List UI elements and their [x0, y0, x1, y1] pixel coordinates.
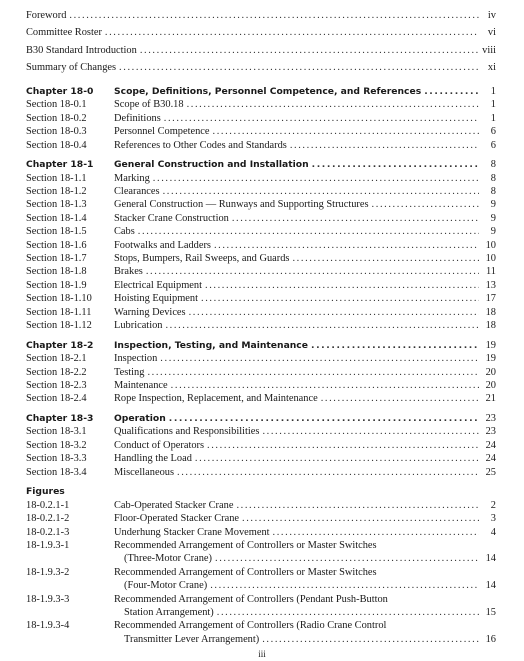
dot-leader: [165, 319, 479, 332]
toc-front-matter-entry[interactable]: [26, 9, 496, 22]
entry-title: Foreword: [26, 9, 67, 21]
dot-leader: [205, 279, 479, 292]
entry-title-wrap: [114, 606, 482, 619]
section-number: Section 18-1.5: [26, 226, 87, 238]
figure-page-number: 14: [485, 580, 496, 592]
entry-page-number: 11: [485, 266, 496, 278]
entry-title-wrap: [114, 526, 482, 539]
entry-title: Lubrication: [114, 319, 163, 331]
entry-title: Scope of B30.18: [114, 99, 184, 111]
dot-leader: [210, 579, 479, 592]
entry-title-wrap: [114, 172, 482, 185]
toc-front-matter-entry[interactable]: [26, 44, 496, 57]
toc-section-entry[interactable]: [26, 198, 496, 211]
entry-page-number: 2: [490, 499, 496, 511]
toc-section-entry[interactable]: [26, 125, 496, 138]
toc-section-entry[interactable]: [26, 185, 496, 198]
entry-title-wrap: [26, 61, 482, 74]
toc-section-entry[interactable]: [26, 265, 496, 278]
chapter-label: Chapter 18-1: [26, 159, 94, 171]
figures-heading: Figures: [26, 486, 65, 498]
entry-title-wrap: [114, 185, 482, 198]
entry-page-number: iv: [487, 9, 496, 21]
entry-title: Handling the Load: [114, 453, 192, 465]
figure-page-number: 14: [485, 553, 496, 565]
entry-title: Cab-Operated Stacker Crane: [114, 499, 234, 511]
entry-title-wrap: [26, 9, 482, 22]
figure-title-line2: (Four-Motor Crane): [124, 580, 208, 592]
chapter-page-number: 8: [490, 159, 496, 171]
dot-leader: [292, 252, 479, 265]
entry-title-wrap: [114, 158, 482, 171]
entry-page-number: 10: [485, 239, 496, 251]
section-number: Section 18-2.4: [26, 393, 87, 405]
section-number: Section 18-0.4: [26, 139, 87, 151]
entry-page-number: 20: [485, 366, 496, 378]
entry-page-number: 6: [490, 126, 496, 138]
dot-leader: [201, 292, 479, 305]
dot-leader: [217, 606, 479, 619]
toc-chapter-entry[interactable]: [26, 158, 496, 171]
entry-title-wrap: [114, 339, 482, 352]
chapter-page-number: 19: [485, 339, 496, 351]
figure-page-number: 15: [485, 606, 496, 618]
dot-leader: [140, 44, 479, 57]
toc-section-entry[interactable]: [26, 252, 496, 265]
entry-page-number: 3: [490, 513, 496, 525]
dot-leader: [214, 239, 479, 252]
dot-leader: [215, 552, 479, 565]
entry-page-number: 24: [485, 439, 496, 451]
toc-section-entry[interactable]: [26, 392, 496, 405]
dot-leader: [311, 339, 479, 352]
figure-title-line1: Recommended Arrangement of Controllers (Radio Crane Control: [114, 620, 387, 632]
figure-number: 18-0.2.1-2: [26, 513, 70, 525]
toc-figure-entry[interactable]: [26, 566, 496, 579]
entry-title: Marking: [114, 172, 150, 184]
section-number: Section 18-2.2: [26, 366, 87, 378]
entry-title: Stacker Crane Construction: [114, 212, 229, 224]
entry-page-number: 20: [485, 379, 496, 391]
dot-leader: [69, 9, 479, 22]
figure-number: 18-1.9.3-2: [26, 566, 70, 578]
entry-page-number: 23: [485, 426, 496, 438]
toc-section-entry[interactable]: [26, 98, 496, 111]
dot-leader: [236, 499, 479, 512]
chapter-page-number: 23: [485, 413, 496, 425]
entry-title-wrap: [114, 292, 482, 305]
entry-page-number: 18: [485, 306, 496, 318]
entry-page-number: 8: [490, 172, 496, 184]
entry-page-number: 18: [485, 319, 496, 331]
entry-title-wrap: [114, 225, 482, 238]
chapter-page-number: 1: [490, 85, 496, 97]
section-number: Section 18-2.1: [26, 353, 87, 365]
entry-title-wrap: [114, 552, 482, 565]
dot-leader: [207, 439, 479, 452]
toc-section-entry[interactable]: [26, 212, 496, 225]
dot-leader: [105, 26, 479, 39]
dot-leader: [171, 379, 479, 392]
entry-title-wrap: [114, 452, 482, 465]
entry-page-number: 17: [485, 293, 496, 305]
toc-section-entry[interactable]: [26, 239, 496, 252]
dot-leader: [169, 412, 479, 425]
entry-page-number: 9: [490, 199, 496, 211]
toc-figure-entry-continued[interactable]: [26, 579, 496, 592]
entry-title: Rope Inspection, Replacement, and Maintenance: [114, 393, 318, 405]
entry-page-number: 4: [490, 526, 496, 538]
section-number: Section 18-3.3: [26, 453, 87, 465]
figure-number: 18-0.2.1-3: [26, 526, 70, 538]
toc-chapter-entry[interactable]: [26, 85, 496, 98]
dot-leader: [177, 466, 479, 479]
toc-figure-entry[interactable]: [26, 512, 496, 525]
entry-page-number: 8: [490, 186, 496, 198]
toc-figure-entry[interactable]: [26, 619, 496, 632]
entry-title: Brakes: [114, 266, 143, 278]
entry-title-wrap: [114, 579, 482, 592]
toc-figure-entry-continued[interactable]: [26, 552, 496, 565]
section-number: Section 18-3.2: [26, 439, 87, 451]
dot-leader: [232, 212, 479, 225]
figure-title-line1: Recommended Arrangement of Controllers or Master Switches: [114, 566, 377, 578]
toc-section-entry[interactable]: [26, 139, 496, 152]
entry-title: Inspection: [114, 353, 158, 365]
entry-title-wrap: [114, 85, 482, 98]
toc-section-entry[interactable]: [26, 225, 496, 238]
section-number: Section 18-1.1: [26, 172, 87, 184]
entry-page-number: 10: [485, 253, 496, 265]
toc-section-entry[interactable]: [26, 279, 496, 292]
toc-section-entry[interactable]: [26, 352, 496, 365]
section-number: Section 18-3.1: [26, 426, 87, 438]
dot-leader: [424, 85, 479, 98]
entry-title: References to Other Codes and Standards: [114, 139, 287, 151]
entry-title-wrap: [114, 252, 482, 265]
section-number: Section 18-0.3: [26, 126, 87, 138]
dot-leader: [195, 452, 479, 465]
entry-page-number: 25: [485, 466, 496, 478]
entry-title: Warning Devices: [114, 306, 186, 318]
entry-title: Conduct of Operators: [114, 439, 205, 451]
dot-leader: [262, 425, 479, 438]
entry-title: Hoisting Equipment: [114, 293, 198, 305]
chapter-title: General Construction and Installation: [114, 159, 309, 171]
entry-title-wrap: [114, 198, 482, 211]
figure-title-line2: Transmitter Lever Arrangement): [124, 633, 260, 645]
toc-section-entry[interactable]: [26, 306, 496, 319]
entry-title-wrap: [114, 112, 482, 125]
section-number: Section 18-2.3: [26, 379, 87, 391]
toc-section-entry[interactable]: [26, 379, 496, 392]
entry-title-wrap: [114, 98, 482, 111]
entry-title: Floor-Operated Stacker Crane: [114, 513, 240, 525]
entry-title-wrap: [114, 366, 482, 379]
dot-leader: [146, 265, 479, 278]
toc-section-entry[interactable]: [26, 366, 496, 379]
entry-page-number: 19: [485, 353, 496, 365]
entry-title: Definitions: [114, 112, 161, 124]
entry-title: Testing: [114, 366, 145, 378]
toc-section-entry[interactable]: [26, 319, 496, 332]
toc-figure-entry[interactable]: [26, 593, 496, 606]
section-number: Section 18-1.10: [26, 293, 92, 305]
section-number: Section 18-0.1: [26, 99, 87, 111]
entry-page-number: 1: [490, 99, 496, 111]
dot-leader: [153, 172, 479, 185]
section-number: Section 18-3.4: [26, 466, 87, 478]
entry-title-wrap: [114, 319, 482, 332]
dot-leader: [164, 112, 479, 125]
entry-title-wrap: [26, 44, 482, 57]
entry-page-number: 24: [485, 453, 496, 465]
entry-title: Summary of Changes: [26, 62, 117, 74]
figure-number: 18-0.2.1-1: [26, 499, 70, 511]
entry-title: Stops, Bumpers, Rail Sweeps, and Guards: [114, 253, 290, 265]
chapter-label: Chapter 18-0: [26, 85, 94, 97]
chapter-title: Inspection, Testing, and Maintenance: [114, 339, 308, 351]
section-number: Section 18-1.7: [26, 253, 87, 265]
toc-section-entry[interactable]: [26, 466, 496, 479]
entry-title-wrap: [114, 139, 482, 152]
section-number: Section 18-1.11: [26, 306, 92, 318]
chapter-title: Scope, Definitions, Personnel Competence, and References: [114, 85, 422, 97]
dot-leader: [187, 98, 479, 111]
entry-page-number: 1: [490, 112, 496, 124]
entry-title: Cabs: [114, 226, 135, 238]
section-number: Section 18-1.2: [26, 186, 87, 198]
figure-page-number: 16: [485, 633, 496, 645]
entry-title-wrap: [114, 379, 482, 392]
entry-title: Personnel Competence: [114, 126, 210, 138]
entry-title-wrap: [114, 392, 482, 405]
toc-section-entry[interactable]: [26, 292, 496, 305]
toc-section-entry[interactable]: [26, 112, 496, 125]
dot-leader: [119, 61, 479, 74]
section-number: Section 18-1.9: [26, 279, 87, 291]
chapter-label: Chapter 18-2: [26, 339, 94, 351]
toc-front-matter-entry[interactable]: [26, 26, 496, 39]
figure-title-line1: Recommended Arrangement of Controllers (Pendant Push-Button: [114, 593, 388, 605]
entry-page-number: 6: [490, 139, 496, 151]
entry-title-wrap: [114, 499, 482, 512]
figure-title-line2: Station Arrangement): [124, 606, 214, 618]
chapter-title: Operation: [114, 413, 166, 425]
entry-title-wrap: [114, 466, 482, 479]
entry-page-number: vi: [487, 27, 496, 39]
toc-section-entry[interactable]: [26, 452, 496, 465]
entry-title: Underhung Stacker Crane Movement: [114, 526, 270, 538]
entry-page-number: viii: [482, 44, 496, 56]
entry-title-wrap: [114, 512, 482, 525]
toc-chapter-entry[interactable]: [26, 339, 496, 352]
entry-title: Maintenance: [114, 379, 168, 391]
entry-title-wrap: [114, 306, 482, 319]
figure-number: 18-1.9.3-1: [26, 540, 70, 551]
entry-title-wrap: [114, 633, 482, 646]
dot-leader: [262, 633, 479, 646]
figure-number: 18-1.9.3-4: [26, 620, 70, 632]
toc-figure-entry[interactable]: [26, 499, 496, 512]
dot-leader: [189, 306, 479, 319]
figure-number: 18-1.9.3-3: [26, 593, 70, 605]
entry-page-number: 9: [490, 226, 496, 238]
toc-figure-entry-continued[interactable]: [26, 606, 496, 619]
dot-leader: [163, 185, 479, 198]
toc-figure-entry[interactable]: [26, 526, 496, 539]
dot-leader: [290, 139, 479, 152]
dot-leader: [160, 352, 479, 365]
entry-page-number: 21: [485, 393, 496, 405]
entry-title: Clearances: [114, 186, 160, 198]
entry-title: Electrical Equipment: [114, 279, 202, 291]
entry-title-wrap: [114, 212, 482, 225]
section-number: Section 18-1.3: [26, 199, 87, 211]
chapter-label: Chapter 18-3: [26, 413, 94, 425]
toc-figure-entry[interactable]: [26, 539, 496, 552]
entry-title-wrap: [114, 352, 482, 365]
entry-title-wrap: [114, 265, 482, 278]
figure-title-line2: (Three-Motor Crane): [124, 553, 212, 565]
entry-title: Miscellaneous: [114, 466, 175, 478]
dot-leader: [312, 158, 479, 171]
toc-front-matter-entry[interactable]: [26, 61, 496, 74]
page-number-folio: iii: [258, 649, 266, 659]
dot-leader: [372, 198, 479, 211]
dot-leader: [321, 392, 479, 405]
dot-leader: [147, 366, 479, 379]
dot-leader: [242, 512, 479, 525]
toc-section-entry[interactable]: [26, 426, 496, 439]
entry-title: Committee Roster: [26, 27, 102, 39]
entry-page-number: 13: [485, 279, 496, 291]
entry-title-wrap: [114, 125, 482, 138]
dot-leader: [213, 125, 479, 138]
entry-page-number: xi: [487, 62, 496, 74]
figure-title-line1: Recommended Arrangement of Controllers or Master Switches: [114, 540, 377, 551]
entry-title-wrap: [114, 239, 482, 252]
toc-figure-entry-continued[interactable]: [26, 633, 496, 646]
toc-section-entry[interactable]: [26, 439, 496, 452]
entry-title: B30 Standard Introduction: [26, 44, 137, 56]
section-number: Section 18-1.4: [26, 212, 87, 224]
entry-title: Footwalks and Ladders: [114, 239, 211, 251]
section-number: Section 18-1.12: [26, 319, 92, 331]
entry-title-wrap: [114, 425, 482, 438]
toc-chapter-entry[interactable]: [26, 412, 496, 425]
entry-title-wrap: [26, 26, 482, 39]
dot-leader: [138, 225, 479, 238]
entry-title: Qualifications and Responsibilities: [114, 426, 260, 438]
entry-title-wrap: [114, 412, 482, 425]
entry-page-number: 9: [490, 212, 496, 224]
section-number: Section 18-1.8: [26, 266, 87, 278]
entry-title-wrap: [114, 279, 482, 292]
entry-title: General Construction — Runways and Supporting Structures: [114, 199, 369, 211]
section-number: Section 18-0.2: [26, 112, 87, 124]
section-number: Section 18-1.6: [26, 239, 87, 251]
toc-section-entry[interactable]: [26, 172, 496, 185]
dot-leader: [273, 526, 479, 539]
table-of-contents: [26, 9, 496, 646]
entry-title-wrap: [114, 439, 482, 452]
